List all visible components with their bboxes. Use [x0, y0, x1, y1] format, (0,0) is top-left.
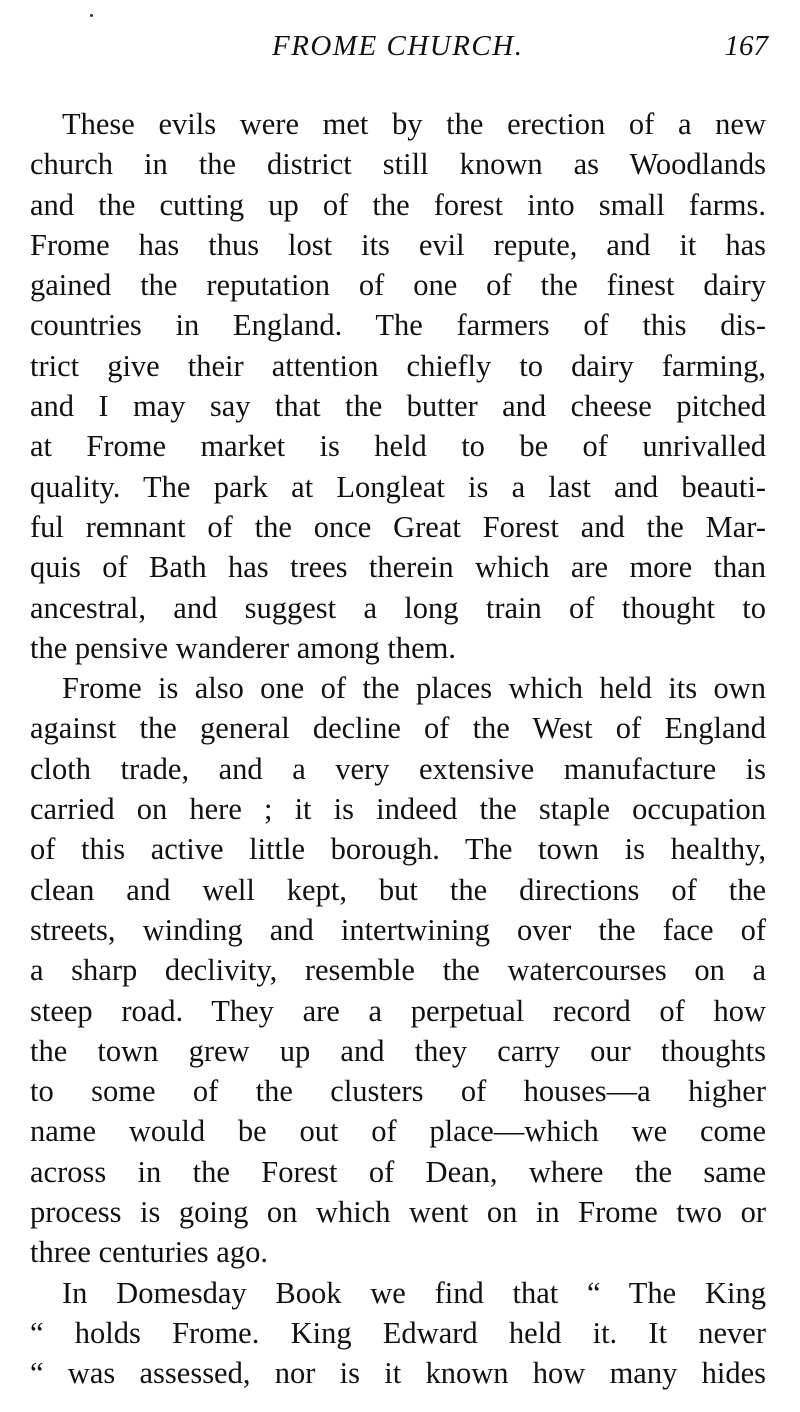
- text-line: carried on here ; it is indeed the staple occupation: [30, 792, 766, 827]
- text-line: to some of the clusters of houses—a higher: [30, 1074, 766, 1109]
- text-line: and I may say that the butter and cheese pitched: [30, 389, 766, 424]
- text-line: name would be out of place—which we come: [30, 1114, 766, 1149]
- text-line: the pensive wanderer among them.: [30, 630, 457, 665]
- text-line: streets, winding and intertwining over the face of: [30, 912, 766, 947]
- text-line: the town grew up and they carry our thoughts: [30, 1033, 766, 1068]
- text-line: ful remnant of the once Great Forest and the Mar-: [30, 509, 766, 544]
- text-line: “ holds Frome. King Edward held it. It never: [30, 1315, 766, 1350]
- text-line: “ was assessed, nor is it known how many hides: [30, 1356, 766, 1391]
- stray-ink-mark: [90, 14, 93, 17]
- text-line: steep road. They are a perpetual record of how: [30, 993, 766, 1028]
- body-text: [30, 104, 766, 1394]
- text-line: gained the reputation of one of the finest dairy: [30, 268, 766, 303]
- text-line: of this active little borough. The town is healthy,: [30, 832, 766, 867]
- text-line: countries in England. The farmers of this dis-: [30, 308, 766, 343]
- running-head: [30, 30, 768, 70]
- text-line: a sharp declivity, resemble the watercourses on a: [30, 953, 766, 988]
- text-line: across in the Forest of Dean, where the same: [30, 1154, 766, 1189]
- text-line: process is going on which went on in Frome two or: [30, 1195, 766, 1230]
- text-line: at Frome market is held to be of unrivalled: [30, 429, 766, 464]
- page-number: 167: [724, 30, 768, 62]
- text-line: church in the district still known as Woodlands: [30, 147, 766, 182]
- text-line: Frome is also one of the places which held its own: [62, 671, 766, 706]
- running-title: FROME CHURCH.: [272, 30, 524, 62]
- text-line: and the cutting up of the forest into small farms.: [30, 187, 766, 222]
- text-line: Frome has thus lost its evil repute, and it has: [30, 227, 766, 262]
- text-line: trict give their attention chiefly to dairy farming,: [30, 348, 766, 383]
- text-line: clean and well kept, but the directions of the: [30, 872, 766, 907]
- text-line: In Domesday Book we find that “ The King: [62, 1275, 766, 1310]
- text-line: three centuries ago.: [30, 1235, 268, 1270]
- text-line: quis of Bath has trees therein which are more than: [30, 550, 766, 585]
- text-line: cloth trade, and a very extensive manufacture is: [30, 751, 766, 786]
- text-line: against the general decline of the West of England: [30, 711, 766, 746]
- text-line: quality. The park at Longleat is a last and beauti-: [30, 469, 766, 504]
- text-line: ancestral, and suggest a long train of thought to: [30, 590, 766, 625]
- text-line: These evils were met by the erection of a new: [62, 107, 766, 141]
